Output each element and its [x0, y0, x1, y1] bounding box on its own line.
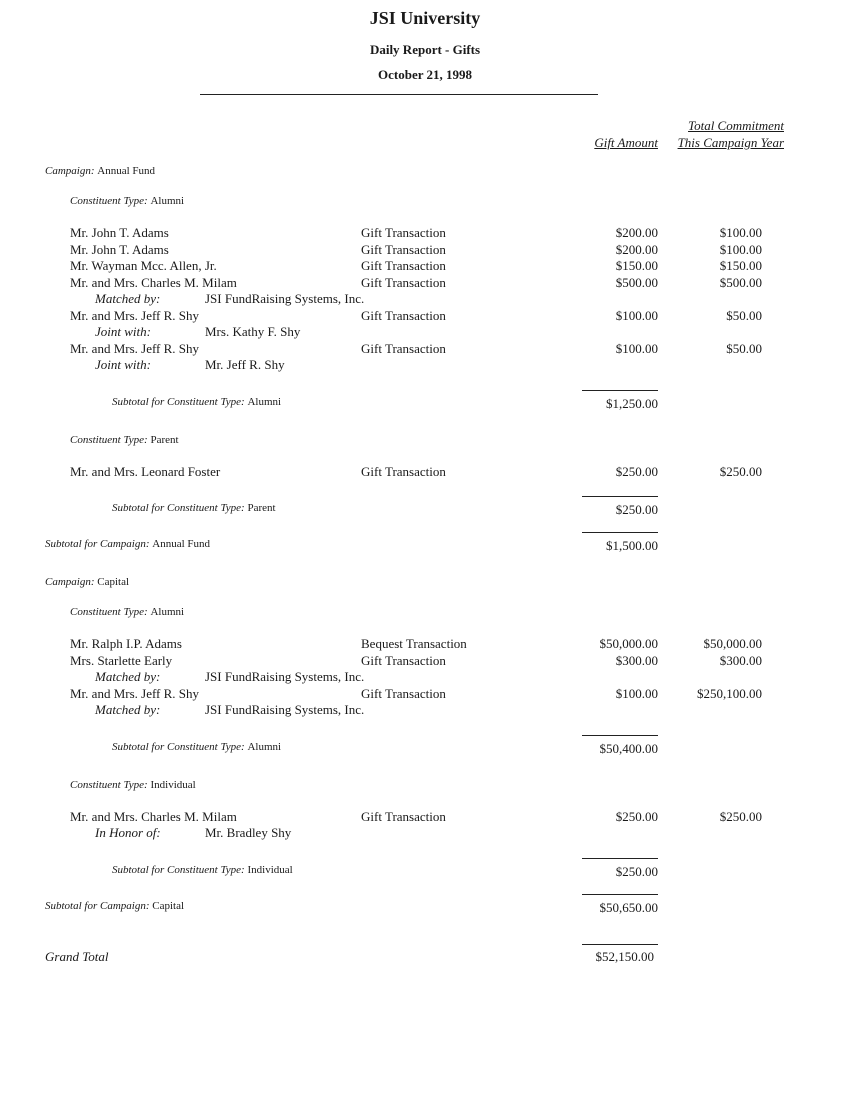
- constituent-type-heading-value: Alumni: [150, 606, 185, 618]
- campaign-heading-label: Campaign:: [45, 165, 98, 177]
- constituent-type-heading-value: Parent: [150, 433, 179, 446]
- commitment-amount: $250,100.00: [697, 685, 762, 701]
- campaign-heading-label: Campaign:: [45, 576, 98, 588]
- report-date: October 21, 1998: [378, 67, 472, 82]
- donor-name: Mr. and Mrs. Charles M. Milam: [70, 808, 237, 824]
- detail-value: Mr. Bradley Shy: [205, 825, 292, 840]
- donor-name: Mr. and Mrs. Leonard Foster: [70, 463, 221, 479]
- gift-amount: $200.00: [615, 225, 658, 240]
- constituent-subtotal-amount: $250.00: [615, 863, 658, 879]
- campaign-subtotal-label: Subtotal for Campaign:: [45, 538, 153, 550]
- gift-amount: $250.00: [615, 808, 658, 824]
- constituent-subtotal-label: Subtotal for Constituent Type:: [112, 395, 248, 408]
- gift-amount: $150.00: [615, 258, 658, 273]
- campaign-subtotal-label: Subtotal for Campaign:: [45, 899, 153, 912]
- detail-value: JSI FundRaising Systems, Inc.: [205, 291, 365, 306]
- campaign-subtotal-amount: $1,500.00: [606, 538, 658, 553]
- subtotal-rule: [582, 496, 658, 497]
- constituent-type-heading: [70, 195, 184, 207]
- gift-amount: $100.00: [615, 685, 658, 701]
- constituent-subtotal-amount: $250.00: [615, 502, 658, 517]
- column-header-commitment-line2: This Campaign Year: [677, 135, 784, 150]
- constituent-subtotal: [112, 396, 281, 408]
- transaction-type: Gift Transaction: [361, 340, 446, 356]
- transaction-type: Gift Transaction: [361, 685, 446, 701]
- constituent-subtotal-label: Subtotal for Constituent Type:: [112, 502, 248, 514]
- detail-value: Mr. Jeff R. Shy: [205, 357, 285, 372]
- constituent-subtotal-value: Individual: [247, 863, 293, 876]
- campaign-subtotal-value: Capital: [152, 899, 185, 912]
- gift-amount: $250.00: [615, 463, 658, 479]
- gift-amount: $200.00: [615, 241, 658, 257]
- header-divider: [200, 94, 598, 95]
- constituent-type-heading-label: Constituent Type:: [70, 195, 151, 207]
- constituent-subtotal-amount: $1,250.00: [606, 395, 658, 411]
- transaction-type: Gift Transaction: [361, 225, 446, 240]
- constituent-subtotal-label: Subtotal for Constituent Type:: [112, 863, 248, 876]
- donor-name: Mrs. Starlette Early: [70, 652, 173, 668]
- constituent-subtotal-amount: $50,400.00: [599, 740, 658, 756]
- donor-name: Mr. and Mrs. Jeff R. Shy: [70, 307, 200, 323]
- constituent-subtotal-label: Subtotal for Constituent Type:: [112, 740, 248, 753]
- detail-label: Joint with:: [95, 357, 151, 372]
- detail-label: Matched by:: [95, 669, 161, 684]
- subtotal-rule: [582, 858, 658, 859]
- commitment-amount: $100.00: [719, 225, 762, 240]
- report-subtitle: Daily Report - Gifts: [369, 42, 481, 57]
- transaction-type: Bequest Transaction: [361, 636, 467, 651]
- donor-name: Mr. John T. Adams: [70, 225, 169, 240]
- constituent-type-heading-label: Constituent Type:: [70, 778, 151, 791]
- constituent-type-heading: [70, 779, 196, 791]
- constituent-type-heading-value: Alumni: [150, 195, 185, 207]
- campaign-subtotal-value: Annual Fund: [152, 538, 211, 550]
- constituent-subtotal: [112, 502, 276, 514]
- commitment-amount: $150.00: [719, 258, 762, 273]
- campaign-heading-value: Annual Fund: [97, 165, 155, 177]
- gift-amount: $50,000.00: [599, 636, 658, 651]
- constituent-subtotal-value: Parent: [247, 502, 276, 514]
- constituent-type-heading: [70, 434, 179, 446]
- constituent-subtotal: [112, 741, 281, 753]
- column-header-commitment-line1: Total Commitment: [688, 118, 784, 133]
- detail-label: Matched by:: [95, 702, 161, 717]
- constituent-type-heading-value: Individual: [150, 778, 196, 791]
- commitment-amount: $50.00: [726, 307, 762, 323]
- campaign-subtotal-rule: [582, 532, 658, 533]
- transaction-type: Gift Transaction: [361, 258, 446, 273]
- transaction-type: Gift Transaction: [361, 241, 446, 257]
- donor-name: Mr. and Mrs. Charles M. Milam: [70, 274, 237, 290]
- donor-name: Mr. and Mrs. Jeff R. Shy: [70, 340, 200, 356]
- subtotal-rule: [582, 390, 658, 391]
- grand-total-rule: [582, 944, 658, 945]
- gift-amount: $500.00: [615, 274, 658, 290]
- org-title: JSI University: [369, 8, 481, 28]
- constituent-subtotal-value: Alumni: [247, 395, 282, 408]
- detail-label: In Honor of:: [95, 825, 161, 840]
- gift-amount: $300.00: [615, 652, 658, 668]
- gift-amount: $100.00: [615, 307, 658, 323]
- constituent-type-heading-label: Constituent Type:: [70, 433, 151, 446]
- transaction-type: Gift Transaction: [361, 307, 446, 323]
- grand-total-label: Grand Total: [45, 949, 109, 964]
- campaign-heading: [45, 576, 129, 588]
- commitment-amount: $50.00: [726, 340, 762, 356]
- campaign-heading: [45, 165, 155, 177]
- campaign-subtotal-amount: $50,650.00: [599, 899, 658, 915]
- campaign-subtotal: [45, 900, 184, 912]
- gift-amount: $100.00: [615, 340, 658, 356]
- commitment-amount: $50,000.00: [703, 636, 762, 651]
- constituent-subtotal-value: Alumni: [247, 740, 282, 753]
- detail-value: JSI FundRaising Systems, Inc.: [205, 702, 365, 717]
- detail-label: Matched by:: [95, 291, 161, 306]
- detail-label: Joint with:: [95, 324, 151, 339]
- donor-name: Mr. Ralph I.P. Adams: [70, 636, 182, 651]
- column-header-gift-amount: Gift Amount: [594, 135, 658, 150]
- campaign-subtotal-rule: [582, 894, 658, 895]
- constituent-subtotal: [112, 864, 293, 876]
- detail-value: JSI FundRaising Systems, Inc.: [205, 669, 365, 684]
- commitment-amount: $100.00: [719, 241, 762, 257]
- campaign-subtotal: [45, 538, 210, 550]
- transaction-type: Gift Transaction: [361, 463, 446, 479]
- donor-name: Mr. Wayman Mcc. Allen, Jr.: [70, 258, 217, 273]
- detail-value: Mrs. Kathy F. Shy: [205, 324, 301, 339]
- donor-name: Mr. and Mrs. Jeff R. Shy: [70, 685, 200, 701]
- commitment-amount: $250.00: [719, 463, 762, 479]
- grand-total-amount: $52,150.00: [595, 949, 654, 964]
- commitment-amount: $250.00: [719, 808, 762, 824]
- constituent-type-heading-label: Constituent Type:: [70, 606, 151, 618]
- transaction-type: Gift Transaction: [361, 274, 446, 290]
- donor-name: Mr. John T. Adams: [70, 241, 169, 257]
- constituent-type-heading: [70, 606, 184, 618]
- commitment-amount: $300.00: [719, 652, 762, 668]
- subtotal-rule: [582, 735, 658, 736]
- transaction-type: Gift Transaction: [361, 652, 446, 668]
- commitment-amount: $500.00: [719, 274, 762, 290]
- transaction-type: Gift Transaction: [361, 808, 446, 824]
- campaign-heading-value: Capital: [97, 576, 130, 588]
